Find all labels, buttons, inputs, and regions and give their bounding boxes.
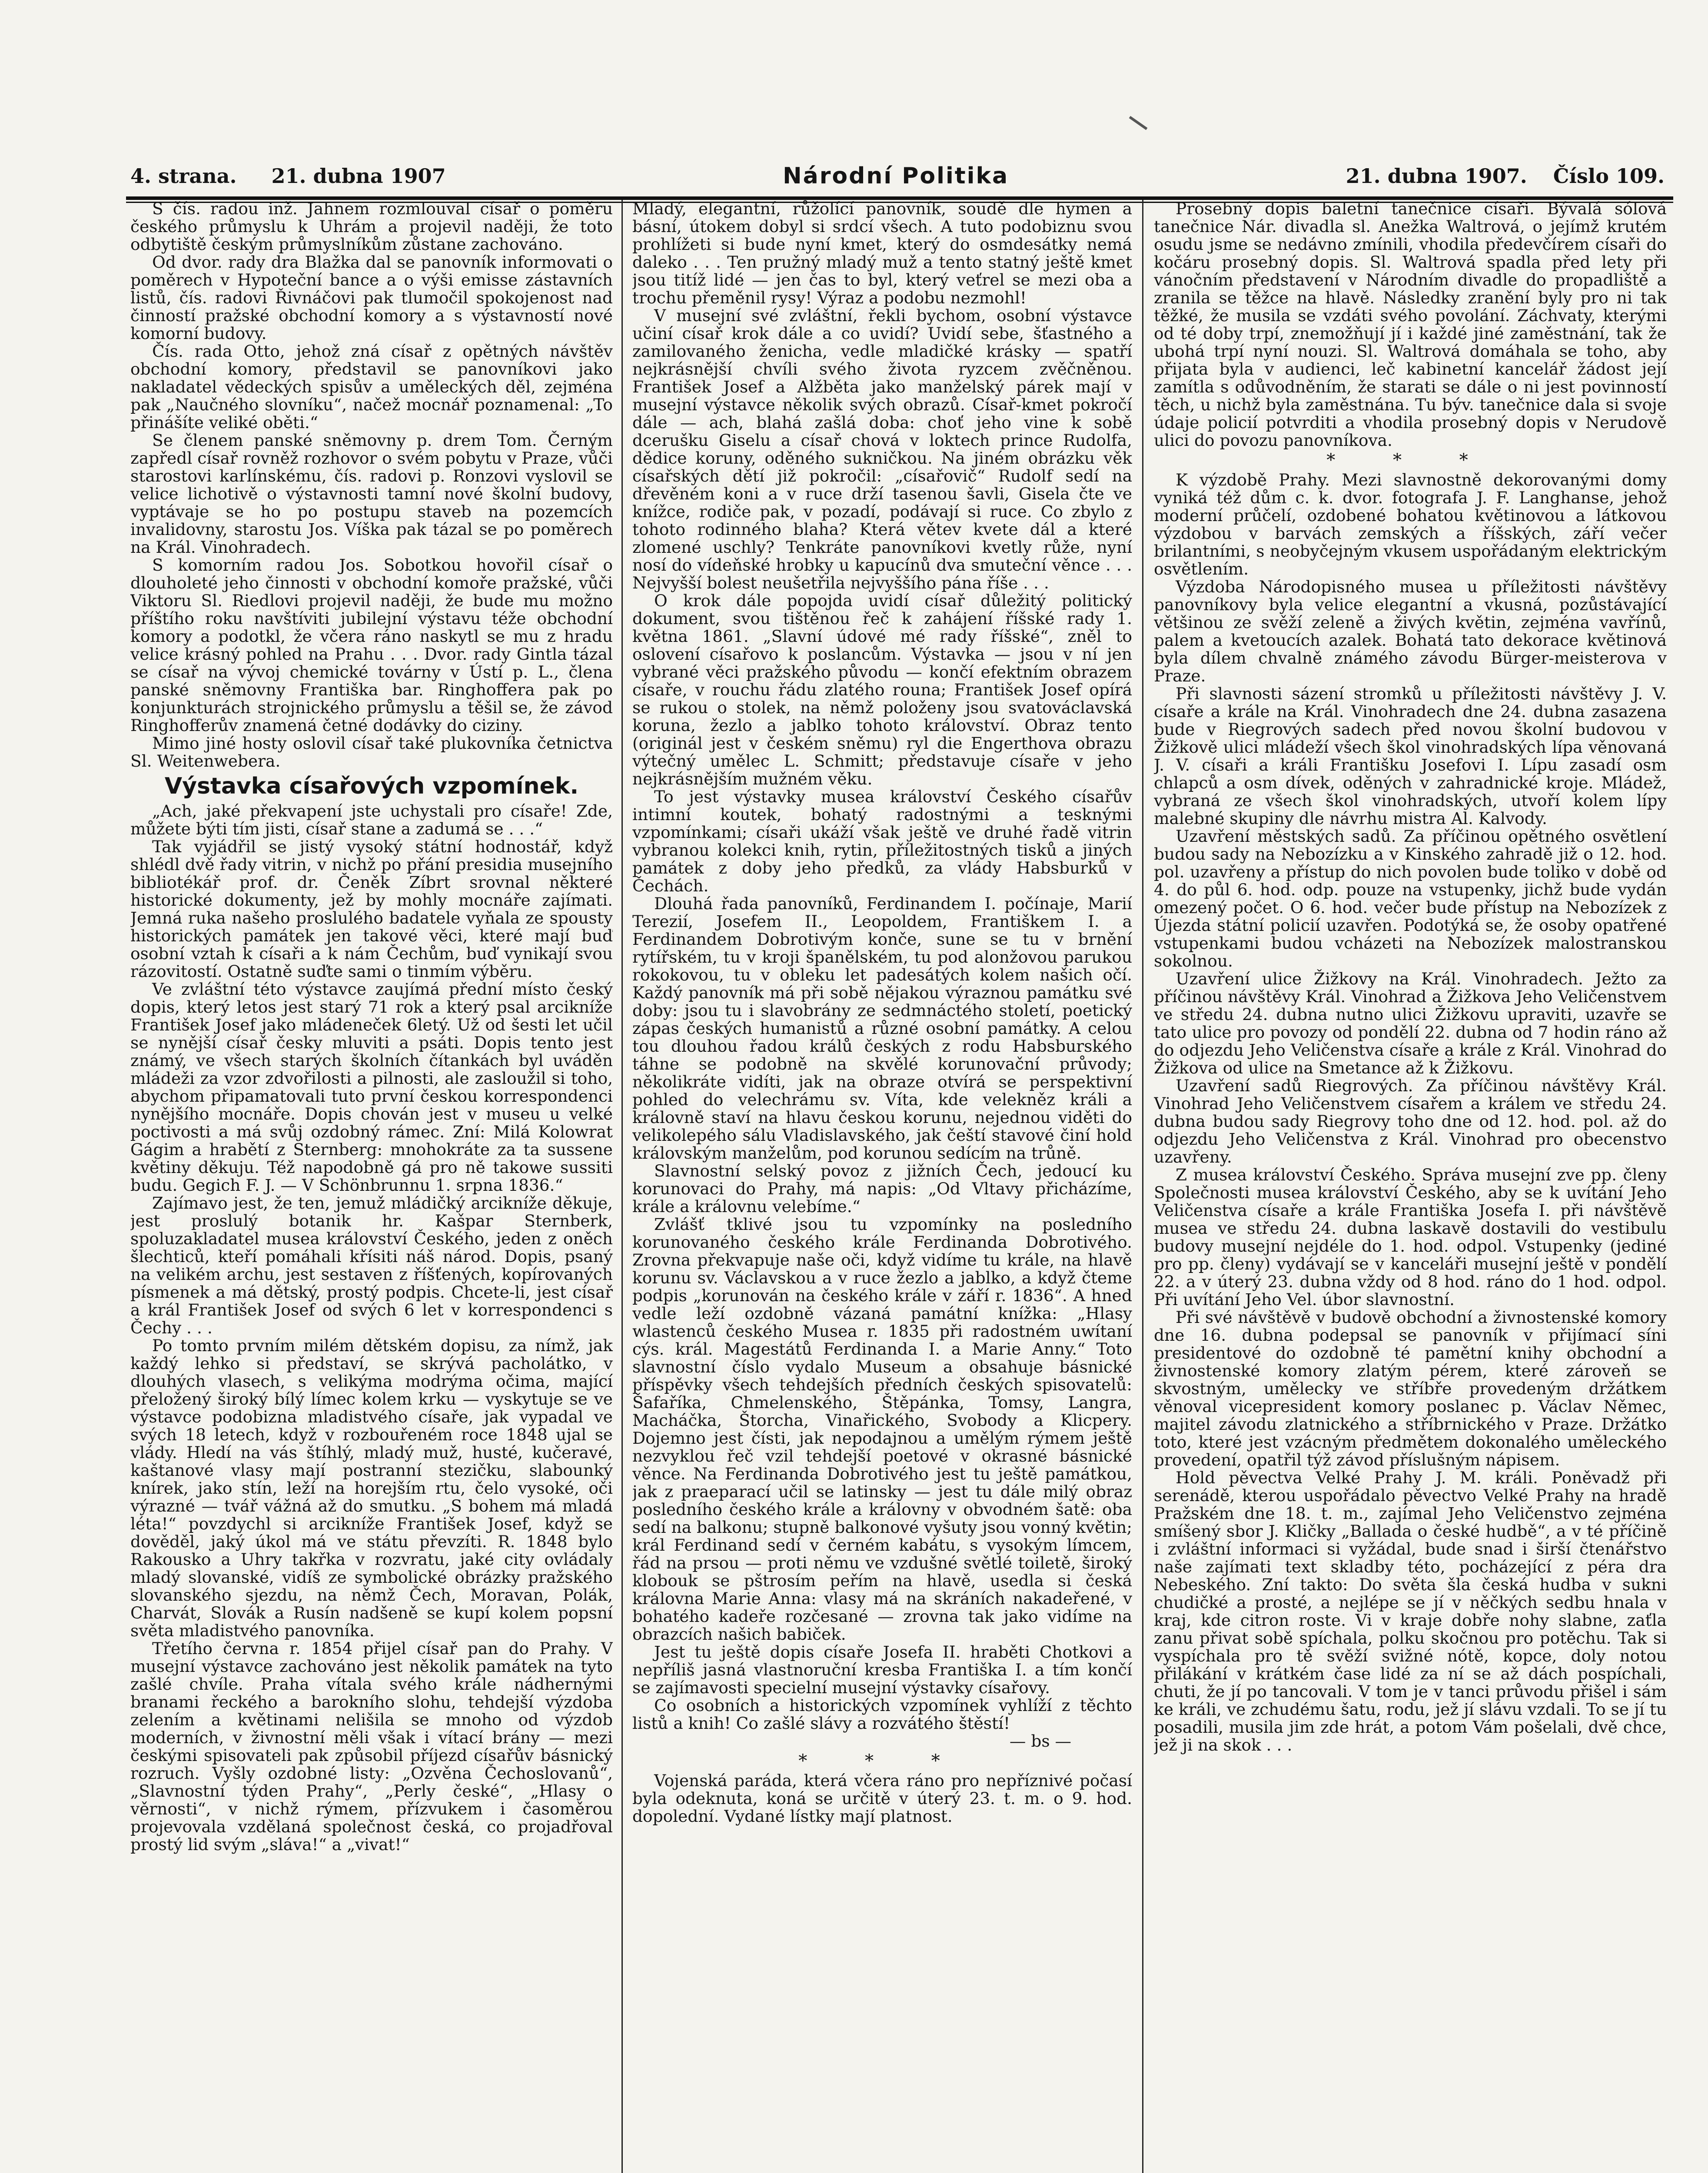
paragraph: Při slavnosti sázení stromků u příležitosti návštěvy J. V. císaře a krále na Král. Vinohradech dne 24. dubna zasazena bude v Riegrových sadech před novou školní budovou v Žižkově ulici mládeží všech škol vinohradských lípa věnovaná J. V. císaři a králi Františku Josefovi I. Lípu zasadí osm chlapců a osm dívek, oděných v zahradnické kroje. Mládež, vybraná ze všech škol vinohradských, utvoří kolem lípy malebné skupiny dle návrhu mistra Al. Kalvody.: [1154, 684, 1667, 828]
paragraph: Zajímavo jest, že ten, jemuž mládičký arcikníže děkuje, jest proslulý botanik hr. Kašpar Sternberk, spoluzakladatel musea království Českého, jeden z oněch šlechticů, kteří pomáhali křísiti náš národ. Dopis, psaný na velikém archu, jest sestaven z říšťených, kopírovaných písmenek a má dětský, prostý podpis. Chcete-li, jest císař a král František Josef od svých 6 let v korrespondenci s Čechy . . .: [130, 1193, 613, 1337]
paragraph: Uzavření sadů Riegrových. Za příčinou návštěvy Král. Vinohrad Jeho Veličenstvem císařem a králem ve středu 24. dubna budou sady Riegrovy toho dne od 12. hod. pol. až do odjezdu Jeho Veličenstva z Král. Vinohrad pro obecenstvo uzavřeny.: [1154, 1076, 1667, 1166]
newspaper-title: Národní Politika: [783, 163, 1009, 189]
paragraph: K výzdobě Prahy. Mezi slavnostně dekorovanými domy vyniká též dům c. k. dvor. fotografa J. F. Langhanse, jehož moderní průčelí, ozdobené bohatou květinovou a látkovou výzdobou v barvách zemských a říšských, září večer brilantními, s neobyčejným vkusem uspořádaným elektrickým osvětlením.: [1154, 470, 1667, 578]
column-divider: [1142, 200, 1143, 2173]
paragraph: Zvlášť tklivé jsou tu vzpomínky na posledního korunovaného českého krále Ferdinanda Dobrotivého. Zrovna překvapuje naše oči, když vidíme tu krále, na hlavě korunu sv. Václavskou a v ruce žezlo a jablko, a když čteme podpis „korunován na českého krále v září r. 1836“. A hned vedle leží ozdobně vázaná památní knížka: „Hlasy wlastenců českého Musea r. 1835 při radostném uwítaní cýs. král. Magestátů Ferdinanda I. a Marie Anny.“ Toto slavnostní číslo vydalo Museum a obsahuje básnické příspěvky všech tehdejších předních českých spisovatelů: Šafaříka, Chmelenského, Štěpánka, Tomsy, Langra, Macháčka, Štorcha, Vinařického, Svobody a Klicpery. Dojemno jest čísti, jak nepodajnou a umělým rýmem ještě nezvyklou řeč vzil tehdejší poetové v okrasné básnické věnce. Na Ferdinanda Dobrotivého jest tu ještě památkou, jak z praeparací učil se latinsky — jest tu dále milý obraz posledního českého krále a královny v obvodném šatě: oba sedí na balkonu; stupně balkonové vyšuty jsou vonný květin; král Ferdinand sedí v černém kabátu, s vysokým límcem, řád na prsou — proti němu ve vzdušné světlé toiletě, široký klobouk se pštrosím peřím na hlavě, usedla si česká královna Marie Anna: vlasy má na skráních nakadeřené, v bohatého kadeře rozčesané — zrovna tak jako vidíme na obrazcích našich babiček.: [632, 1215, 1132, 1644]
paragraph: V musejní své zvláštní, řekli bychom, osobní výstavce učiní císař krok dále a co uvidí? Uvidí sebe, šťastného a zamilovaného ženicha, vedle mladičké krásky — spatří nejkrásnější chvíli svého života ryzcem zvěčněnou. František Josef a Alžběta jako manželský párek mají v musejní výstavce několik svých obrazů. Císař-kmet pokročí dále — ach, blahá zašlá doba: choť jeho vine k sobě dcerušku Giselu a císař chová v loktech prince Rudolfa, dědice koruny, oděného sukničkou. Na jiném obrázku věk císařských dětí již pokročil: „císařovič“ Rudolf sedí na dřevěném koni a v ruce drží tasenou šavli, Gisela čte ve knížce, rodiče pak, v pozadí, podávají si ruce. Co zbylo z tohoto rodinného blaha? Která větev kvete dál a které zlomené uschly? Tenkráte panovníkovi kvetly růže, nyní nosí do vídeňské hrobky u kapucínů dva smuteční věnce . . . Nejvyšší bolest neušetřila nejvyššího pána říše . . .: [632, 306, 1132, 592]
paragraph: „Ach, jaké překvapení jste uchystali pro císaře! Zde, můžete býti tím jisti, císař stane a zadumá se . . .“: [130, 801, 613, 838]
paragraph: Ve zvláštní této výstavce zaujímá přední místo český dopis, který letos jest starý 71 rok a který psal arcikníže František Josef jako mládeneček 6letý. Už od šesti let učil se nynější císař česky mluviti a psáti. Dopis tento jest známý, ve všech starých školních čítankách byl uváděn mládeži za vzor zdvořilosti a pilnosti, ale zasloužil si toho, abychom připamatovali tuto první českou korrespondenci nynějšího mocnáře. Dopis chován jest v museu u velké poctivosti a má svůj ozdobný rámec. Zní: Milá Kolowrat Gágim a hrabětí z Sternberg: mnohokráte za ta sussene květiny děkuju. Též napodobně gá pro ně takowe sussiti budu. Gegich F. J. — V Schönbrunnu 1. srpna 1836.“: [130, 980, 613, 1195]
separator-stars: * * *: [1326, 450, 1494, 470]
masthead-left: [130, 164, 446, 188]
paragraph: Se členem panské sněmovny p. drem Tom. Černým zapředl císař rovněž rozhovor o svém pobytu v Praze, vůči starostovi karlínskému, čís. radovi p. Ronzovi vyslovil se velice lichotivě o výstavnosti tamní nové školní budovy, vyptávaje se ho po postupu staveb na pozemcích invalidovny, starostu Jos. Víška pak tázal se po poměrech na Král. Vinohradech.: [130, 431, 613, 557]
paragraph: To jest výstavky musea království Českého císařův intimní koutek, bohatý radostnými a tesknými vzpomínkami; císaři ukáží však ještě ve druhé řadě vitrin vybranou kolekci knih, rytin, příležitostných tisků a jiných památek z doby jeho předků, za vlády Habsburků v Čechách.: [632, 787, 1132, 895]
paragraph: Mladý, elegantní, růžolící panovník, soudě dle hymen a básní, útokem dobyl si srdcí všech. A tuto podobiznu svou prohlížeti si bude nyní kmet, který do osmdesátky nemá daleko . . . Ten pružný mladý muž a tento statný ještě kmet jsou titíž lidé — jen čas to byl, který veťrel se mezi oba a trochu přeměnil rysy! Výraz a podobu nezmohl!: [632, 200, 1132, 307]
masthead: [130, 156, 1665, 196]
paragraph: Uzavření městských sadů. Za příčinou opětného osvětlení budou sady na Nebozízku a v Kinského zahradě již o 12. hod. pol. uzavřeny a přístup do nich povolen bude toliko v době od 4. do půl 6. hod. odp. pouze na vstupenky, jichž bude vydán omezený počet. O 6. hod. večer bude přístup na Nebozízek z Újezda státní policií uzavřen. Podotýká se, že osoby opatřené vstupenkami budou vcházeti na Nebozízek malostranskou sokolnou.: [1154, 827, 1667, 970]
separator-stars: * * *: [798, 1751, 966, 1771]
paragraph: Z musea království Českého. Správa musejní zve pp. členy Společnosti musea království Českého, aby se k uvítání Jeho Veličenstva císaře a krále Františka Josefa I. při návštěvě musea ve středu 24. dubna laskavě dostavili do vestibulu budovy musejní nejdéle do 1. hod. odpol. Vstupenky (jediné pro pp. členy) vydávají se v kanceláři musejní ještě v pondělí 22. a v úterý 23. dubna vždy od 8 hod. ráno do 1 hod. odpol. Při uvítání Jeho Vel. úbor slavnostní.: [1154, 1165, 1667, 1309]
paragraph: Jest tu ještě dopis císaře Josefa II. hraběti Chotkovi a nepříliš jasná vlastnoruční kresba Františka I. a tím končí se zajímavosti specielní musejní výstavky císařovy.: [632, 1642, 1132, 1697]
paragraph: Uzavření ulice Žižkovy na Král. Vinohradech. Ježto za příčinou návštěvy Král. Vinohrad a Žižkova Jeho Veličenstvem ve středu 24. dubna nutno ulici Žižkovu upraviti, uzavře se tato ulice pro povozy od pondělí 22. dubna od 7 hodin ráno až do odjezdu Jeho Veličenstva císaře a krále z Král. Vinohrad do Žižkova od ulice na Smetance až k Žižkovu.: [1154, 969, 1667, 1077]
section-heading: Výstavka císařových vzpomínek.: [164, 773, 579, 799]
column-divider: [621, 200, 623, 2173]
paragraph: S čís. radou inž. Jahnem rozmlouval císař o poměru českého průmyslu k Uhrám a projevil naději, že toto odbytiště českým průmyslníkům zůstane zachováno.: [130, 200, 613, 254]
paragraph: Po tomto prvním milém dětském dopisu, za nímž, jak každý lehko si představí, se skrývá pacholátko, v dlouhých vlasech, s velikýma modrýma očima, mající přeložený široký bílý límec kolem krku — vyskytuje se ve výstavce podobizna mladistvého císaře, jak vypadal ve svých 18 letech, když v rozbouřeném roce 1848 ujal se vlády. Hledí na vás štíhlý, mladý muž, husté, kučeravé, kaštanové vlasy mají postranní stezičku, slabounký knírek, jako stín, leží na horejším rtu, čelo vysoké, oči výrazné — tvář vážná až do smutku. „S bohem má mladá léta!“ povzdychl si arcikníže František Josef, když se dověděl, jaký úkol má ve státu převzíti. R. 1848 bylo Rakousko a Uhry takřka v rozvratu, jaké city ovládaly mladý slovanské, vidíš ze symbolické obrázky pražského slovanského sjezdu, na němž Čech, Moravan, Polák, Charvát, Slovák a Rusín nadšeně se kupí kolem popsní světa mladistvého panovníka.: [130, 1336, 613, 1640]
signature: — bs —: [1009, 1731, 1071, 1751]
masthead-right: [1346, 164, 1665, 188]
column-1: [130, 200, 613, 2173]
header-rule: [126, 196, 1673, 200]
page-label: 4. strana.: [130, 164, 237, 188]
paragraph: Třetího června r. 1854 přijel císař pan do Prahy. V musejní výstavce zachováno jest několik památek na tyto zašlé chvíle. Praha vítala svého krále nádhernými branami řeckého a barokního slohu, tehdejší výzdoba zelením a květinami nelišila se mnoho od výzdob moderních, v živnostní měli však i vítací brány — mezi českými spisovateli pak způsobil příjezd císařův básnický rozruch. Vyšly ozdobné listy: „Ozvěna Čechoslovanů“, „Slavnostní týden Prahy“, „Perly české“, „Hlasy o věrnosti“, v nichž rýmem, přízvukem i časoměrou projevovala vzdělaná společnost česká, co projadřoval prostý lid svým „sláva!“ a „vivat!“: [130, 1639, 613, 1854]
column-2: [632, 200, 1132, 2173]
paragraph: S komorním radou Jos. Sobotkou hovořil císař o dlouholeté jeho činnosti v obchodní komoře pražské, vůči Viktoru Sl. Riedlovi projevil naději, že bude mu možno příštího roku navštíviti jubilejní výstavu téže obchodní komory a podotkl, že včera ráno naskytl se mu z hradu velice krásný pohled na Prahu . . . Dvor. rady Gintla tázal se císař na vývoj chemické továrny v Ústí p. L., člena panské sněmovny Františka bar. Ringhoffera pak po konjunkturách strojnického průmyslu a těšil se, že závod Ringhofferův znamená četné dodávky do ciziny.: [130, 555, 613, 735]
date-left: 21. dubna 1907: [271, 164, 446, 188]
paragraph: Při své návštěvě v budově obchodní a živnostenské komory dne 16. dubna podepsal se panovník v přijímací síni presidentové do ozdobně té pamětní knihy obchodní a živnostenské komory zlatým pérem, které zároveň se skvostným, umělecky ve stříbře provedeným držátkem věnoval vicepresident komory poslanec p. Václav Němec, majitel závodu zlatnického a stříbrnického v Praze. Držátko toto, které jest vzácným předmětem dokonalého uměleckého provedení, opatřil týž závod příslušným nápisem.: [1154, 1308, 1667, 1469]
issue-number: Číslo 109.: [1553, 164, 1665, 188]
paragraph: Vojenská paráda, která včera ráno pro nepříznivé počasí byla odeknuta, koná se určitě v úterý 23. t. m. o 9. hod. dopolední. Vydané lístky mají platnost.: [632, 1771, 1132, 1826]
paragraph: Výzdoba Národopisného musea u příležitosti návštěvy panovníkovy byla velice elegantní a vkusná, pozůstávající většinou ze svěží zeleně a živých květin, zejména vavřínů, palem a kvetoucích azalek. Bohatá tato dekorace květinová byla dílem chvalně známého závodu Bürger-meisterova v Praze.: [1154, 577, 1667, 685]
paragraph: Co osobních a historických vzpomínek vyhlíží z těchto listů a knih! Co zašlé slávy a rozvátého štěstí!: [632, 1696, 1132, 1733]
paragraph: Dlouhá řada panovníků, Ferdinandem I. počínaje, Marií Terezií, Josefem II., Leopoldem, Františkem I. a Ferdinandem Dobrotivým konče, sune se tu v brnění rytířském, tu v kroji španělském, tu pod alonžovou parukou rokokovou, tu v obleku let padesátých kolem našich očí. Každý panovník má při sobě nějakou výraznou památku své doby: jsou tu i slavobrány ze sedmnáctého století, poetický zápas českých humanistů a různé osobní památky. A celou tou dlouhou řadou králů českých z rodu Habsburského táhne se podobně na skvělé korunovační průvody; několikráte vidíti, jak na obraze otvírá se perspektivní pohled do velechrámu sv. Víta, kde velekněz králi a královně staví na hlavu českou korunu, nejednou viděti do velikolepého sálu Vladislavského, jak čeští stavové činí hold královským manželům, pod korunou sedícím na trůně.: [632, 894, 1132, 1163]
column-3: [1154, 200, 1667, 2173]
paragraph: Slavnostní selský povoz z jižních Čech, jedoucí ku korunovaci do Prahy, má napis: „Od Vltavy přicházíme, krále a královnu velebíme.“: [632, 1161, 1132, 1216]
date-right: 21. dubna 1907.: [1346, 164, 1527, 188]
paragraph: O krok dále popojda uvidí císař důležitý politický dokument, svou tištěnou řeč k zahájení říšské rady 1. května 1861. „Slavní údové mé rady říšské“, zněl to oslovení císařovo k poslancům. Výstavka — jsou v ní jen vybrané věci pražského původu — končí efektním obrazem císaře, v rouchu řádu zlatého rouna; František Josef opírá se rukou o stolek, na němž položeny jsou svatováclavská koruna, žezlo a jablko tohoto království. Obraz tento (originál jest v českém sněmu) ryl die Engerthova obrazu výtečný umělec L. Schmitt; představuje císaře v jeho nejkrásnějším mužném věku.: [632, 591, 1132, 788]
paragraph: Čís. rada Otto, jehož zná císař z opětných návštěv obchodní komory, představil se panovníkovi jako nakladatel vědeckých spisův a uměleckých děl, zejména pak „Naučného slovníku“, načež mocnář poznamenal: „To přinášíte veliké oběti.“: [130, 342, 613, 432]
paragraph: Hold pěvectva Velké Prahy J. M. králi. Poněvadž při serenádě, kterou uspořádalo pěvectvo Velké Prahy na hradě Pražském dne 18. t. m., zajímal Jeho Veličenstvo zejména smíšený sbor J. Kličky „Ballada o české hudbě“, a v té příčině i zvláštní informaci si vyžádal, bude snad i širší čtenářstvo naše zajímati text skladby této, pocházející z péra dra Nebeského. Zní takto: Do světa šla česká hudba v sukni chudičké a prosté, a nejlépe se jí v něčkých sedbu hnala v kraj, kde citron roste. Vi v kraje dobře nohy slabne, zaťla zanu přivat sobě spíchala, polku skočnou pro potěchu. Tak si vyspíchala pro tě svěží svižné nótě, kopce, doly notou přilákání v krátkém čase lidé za ní se až dách pospíchali, chuti, že jí po tancovali. V tom je v tanci průvodu přišel i sám ke králi, ve zchudému šatu, rodu, jež jí slávu vzdali. To se jí tu posadili, musila jim zde hrát, a potom Vám pošelali, dvě chce, jež ji na skok . . .: [1154, 1468, 1667, 1754]
scan-mark: [1129, 116, 1148, 130]
paragraph: Tak vyjádřil se jistý vysoký státní hodnostář, když shlédl dvě řady vitrin, v nichž po přání presidia musejního bibliotékář prof. dr. Čeněk Zíbrt srovnal některé historické dokumenty, jež by mohly mocnáře zajímati. Jemná ruka našeho proslulého badatele vyňala ze spousty historických památek jen takové věci, které mají buď osobní vztah k císaři a k nám Čechům, buď vynikají svou rázovitostí. Ostatně suďte sami o tinmím výběru.: [130, 837, 613, 981]
paragraph: Od dvor. rady dra Blažka dal se panovník informovati o poměrech v Hypoteční bance a o výši emisse zástavních listů, čís. radovi Řivnáčovi pak tlumočil spokojenost nad činností pražské obchodní komory a s výstavností nové komorní budovy.: [130, 253, 613, 343]
paragraph: Prosebný dopis baletní tanečnice císaři. Bývalá sólová tanečnice Nár. divadla sl. Anežka Waltrová, o jejímž krutém osudu jsme se nedávno zmínili, vhodila předevčírem císaři do kočáru prosebný dopis. Sl. Waltrová spadla před lety při vánočním představení v Národním divadle do propadliště a zranila se těžce na hlavě. Následky zranění byly pro ni tak těžké, že musila se vzdáti svého povolání. Záchvaty, kterými od té doby trpí, znemožňují jí i každé jiné zaměstnání, tak že ubohá trpí nyní nouzi. Sl. Waltrová domáhala se toho, aby přijata byla v audienci, leč kabinetní kancelář žádost její zamítla s odůvodněním, že starati se dále o ni jest povinností těch, u nichž byla zaměstnána. Tu býv. tanečnice dala si svoje údaje policií potvrditi a vhodila prosebný dopis v Nerudově ulici do povozu panovníkova.: [1154, 200, 1667, 450]
paragraph: Mimo jiné hosty oslovil císař také plukovníka četnictva Sl. Weitenwebera.: [130, 734, 613, 771]
